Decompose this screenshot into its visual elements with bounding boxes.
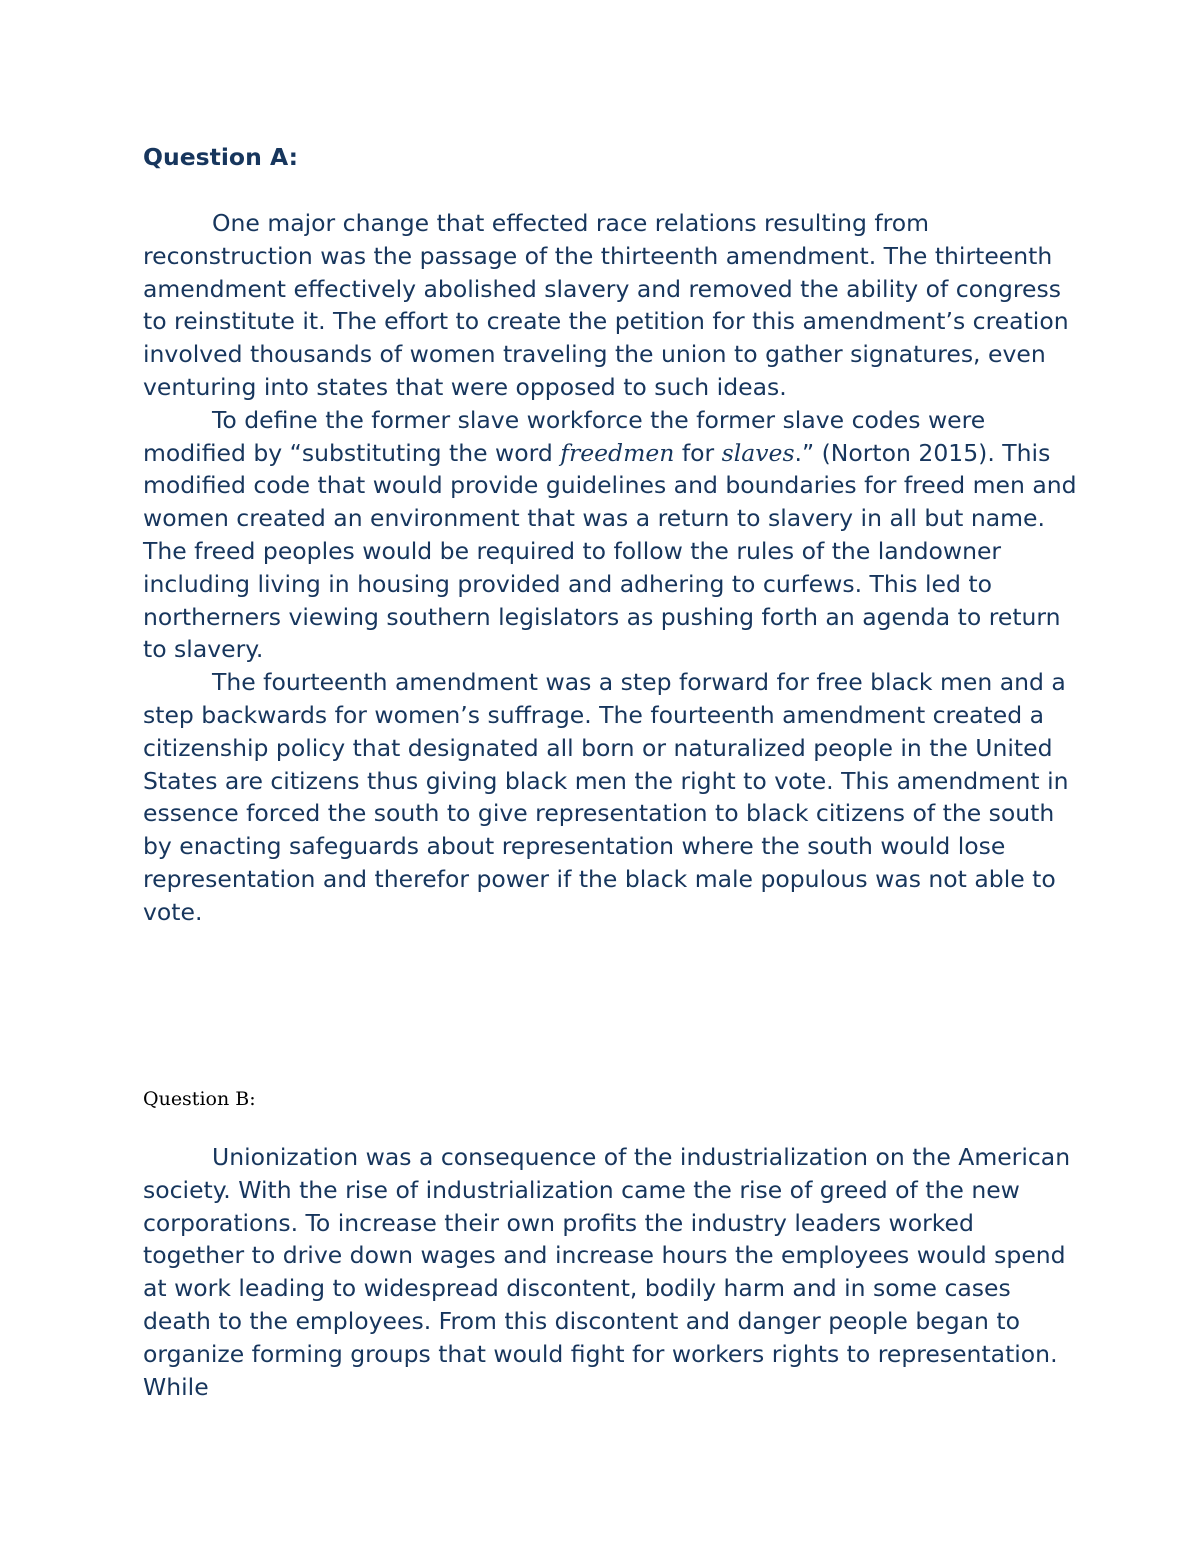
question-b-heading: Question B: [143, 1088, 256, 1110]
paragraph-2-text-1: To define the former slave workforce the former slave codes were modified by “substituting the word [143, 405, 986, 467]
question-a-paragraph-3: The fourteenth amendment was a step forward for free black men and a step backwards for women’s suffrage. The fourteenth amendment created a citizenship policy that designated all born or naturalized people in the United States are citizens thus giving black men the right to vote. This amendment in essence forced the south to give representation to black citizens of the south by enacting safeguards about representation where the south would lose representation and therefor power if the black male populous was not able to vote. [143, 668, 1069, 926]
question-b-body [143, 1141, 1078, 1403]
paragraph-2-text-2: for [674, 438, 722, 467]
paragraph-2-text-3: .” (Norton 2015). This modified code that would provide guidelines and boundaries for freed men and women created an environment that was a return to slavery in all but name. The freed peoples would be required to follow the rules of the landowner including living in housing provided and adhering to curfews. This led to northerners viewing southern legislators as pushing forth an agenda to return to slavery. [143, 438, 1077, 664]
question-a-heading: Question A: [143, 143, 298, 171]
question-a-paragraph-2 [143, 404, 1078, 666]
question-a-paragraph-1: One major change that effected race relations resulting from reconstruction was the passage of the thirteenth amendment. The thirteenth amendment effectively abolished slavery and removed the ability of congress to reinstitute it. The effort to create the petition for this amendment’s creation involved thousands of women traveling the union to gather signatures, even venturing into states that were opposed to such ideas. [143, 209, 1069, 401]
italic-slaves: slaves [721, 438, 795, 467]
italic-freedmen: freedmen [560, 438, 675, 467]
question-a-body [143, 207, 1078, 929]
question-b-paragraph-1: Unionization was a consequence of the industrialization on the American society. With the rise of industrialization came the rise of greed of the new corporations. To increase their own profits the industry leaders worked together to drive down wages and increase hours the employees would spend at work leading to widespread discontent, bodily harm and in some cases death to the employees. From this discontent and danger people began to organize forming groups that would fight for workers rights to representation. While [143, 1143, 1071, 1401]
